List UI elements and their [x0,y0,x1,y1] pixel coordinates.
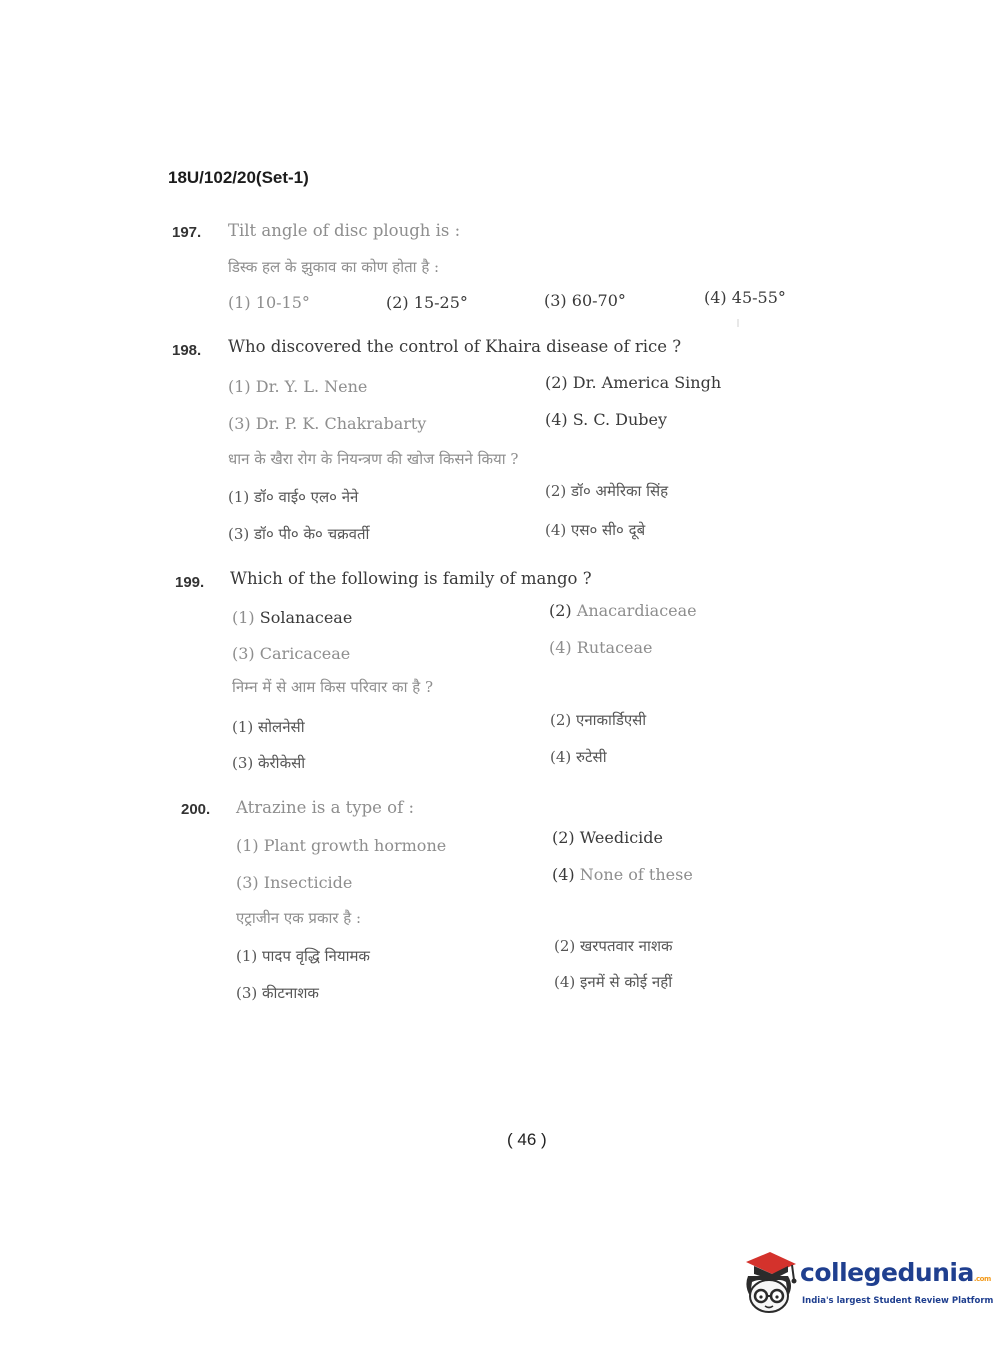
option-4-hi: (4) इनमें से कोई नहीं [554,973,673,991]
question-text-hi: निम्न में से आम किस परिवार का है ? [232,678,434,696]
question-text-en: Atrazine is a type of : [236,798,415,817]
option-3-en: (3) Insecticide [236,873,353,892]
option-2-en: (2) Dr. America Singh [545,373,722,392]
option-4-en: (4) None of these [552,865,693,884]
option-1-en: (1) Plant growth hormone [236,836,447,855]
logo-wordmark: collegedunia.com [800,1258,991,1287]
option-3-en: (3) Dr. P. K. Chakrabarty [228,414,427,433]
question-text-hi: धान के खैरा रोग के नियन्त्रण की खोज किसने किया ? [228,450,519,468]
question-text-en: Which of the following is family of mango ? [230,569,592,588]
option-2-hi: (2) खरपतवार नाशक [554,937,673,955]
scan-mark [735,312,741,320]
option-4-hi: (4) रुटेसी [550,748,607,766]
option-3-hi: (3) कीटनाशक [236,984,319,1002]
option-1-en: (1) Dr. Y. L. Nene [228,377,368,396]
question-number: 200. [181,801,211,818]
logo-tagline: India's largest Student Review Platform [802,1296,994,1306]
option-1: (1) 10-15° [228,293,310,312]
paper-code-header: 18U/102/20(Set-1) [168,168,309,187]
question-text-hi: डिस्क हल के झुकाव का कोण होता है : [228,258,440,276]
option-4: (4) 45-55° [704,288,786,307]
question-text-en: Who discovered the control of Khaira disease of rice ? [228,337,682,356]
student-mascot-icon [740,1252,798,1314]
option-1-hi: (1) पादप वृद्धि नियामक [236,947,370,965]
page-number: ( 46 ) [507,1130,547,1149]
question-number: 199. [175,574,205,591]
option-1-hi: (1) सोलनेसी [232,718,305,736]
option-4-en: (4) S. C. Dubey [545,410,668,429]
question-number: 198. [172,342,202,359]
question-number: 197. [172,224,202,241]
option-4-en: (4) Rutaceae [549,638,653,657]
option-2-en: (2) Anacardiaceae [549,601,697,620]
option-4-hi: (4) एस० सी० दूबे [545,521,646,539]
option-1-hi: (1) डॉ० वाई० एल० नेने [228,488,359,506]
question-text-hi: एट्राजीन एक प्रकार है : [236,909,362,927]
option-2-hi: (2) एनाकार्डिएसी [550,711,647,729]
option-3-hi: (3) केरीकेसी [232,754,306,772]
option-1-en: (1) Solanaceae [232,608,353,627]
option-3: (3) 60-70° [544,291,626,310]
option-2: (2) 15-25° [386,293,468,312]
collegedunia-logo [740,1252,994,1316]
option-3-hi: (3) डॉ० पी० के० चक्रवर्ती [228,525,370,543]
option-2-hi: (2) डॉ० अमेरिका सिंह [545,482,669,500]
question-text-en: Tilt angle of disc plough is : [228,221,461,240]
option-2-en: (2) Weedicide [552,828,663,847]
option-3-en: (3) Caricaceae [232,644,351,663]
